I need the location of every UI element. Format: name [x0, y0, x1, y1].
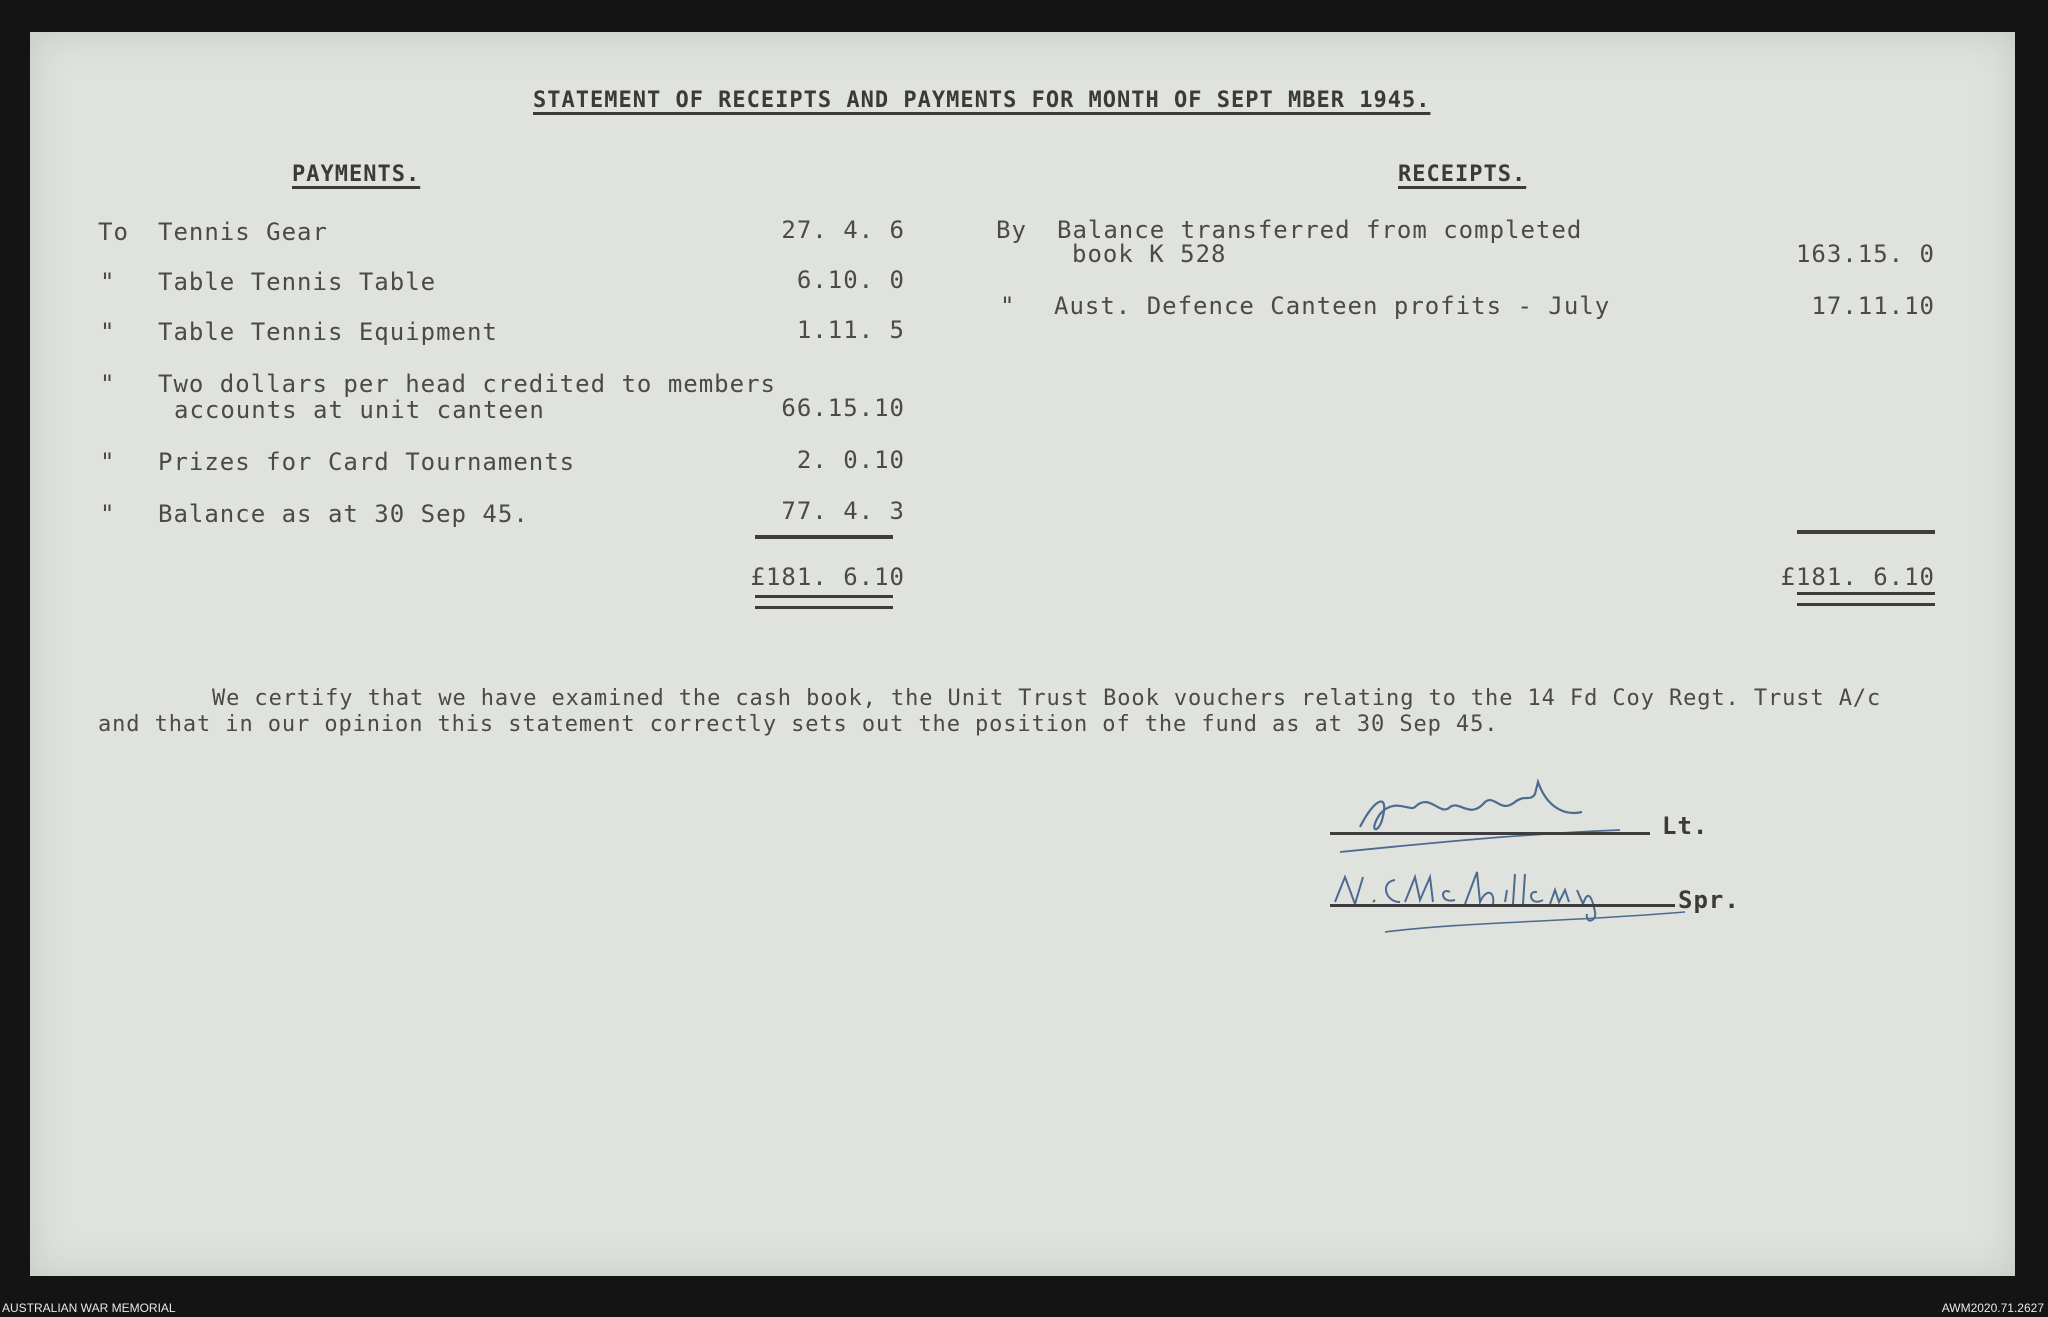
- receipt-description: Balance transferred from completed: [1057, 216, 1583, 244]
- payment-prefix: ": [100, 370, 116, 398]
- receipt-amount: 163.15. 0: [1795, 240, 1935, 268]
- signature-line-lt: [1330, 832, 1650, 835]
- payment-prefix: ": [100, 318, 116, 346]
- payments-total-double-rule-top: [755, 595, 893, 598]
- payment-description: Two dollars per head credited to members: [158, 370, 776, 398]
- signature-spr: [1315, 862, 1695, 962]
- payment-amount: 27. 4. 6: [781, 216, 905, 244]
- receipts-total-double-rule-top: [1797, 592, 1935, 595]
- certification-line-1: We certify that we have examined the cash book, the Unit Trust Book vouchers relating to the 14 Fd Coy Regt. Trust A/c: [212, 686, 1882, 711]
- signature-line-spr: [1330, 904, 1675, 907]
- signature-rank-lt: Lt.: [1662, 812, 1709, 840]
- receipt-amount: 17.11.10: [1811, 292, 1935, 320]
- receipts-total: £181. 6.10: [1780, 563, 1935, 591]
- payment-amount: 77. 4. 3: [781, 497, 905, 525]
- payments-total-double-rule-bottom: [755, 606, 893, 609]
- payment-prefix: To: [98, 218, 129, 246]
- payments-heading: PAYMENTS.: [292, 162, 421, 187]
- document-page: [30, 32, 2015, 1276]
- receipt-description: Aust. Defence Canteen profits - July: [1054, 292, 1611, 320]
- certification-line-2: and that in our opinion this statement correctly sets out the position of the fund as at 30 Sep 45.: [98, 712, 1499, 737]
- receipts-subtotal-rule: [1797, 530, 1935, 534]
- receipt-prefix: By: [996, 216, 1027, 244]
- signature-rank-spr: Spr.: [1678, 886, 1740, 914]
- payment-description: Tennis Gear: [158, 218, 328, 246]
- payment-amount: 2. 0.10: [796, 446, 905, 474]
- payment-amount: 6.10. 0: [796, 266, 905, 294]
- footer-right: AWM2020.71.2627: [1941, 1301, 2044, 1315]
- receipts-total-double-rule-bottom: [1797, 603, 1935, 606]
- payment-description: Prizes for Card Tournaments: [158, 448, 576, 476]
- payments-subtotal-rule: [755, 535, 893, 539]
- payments-total: £181. 6.10: [750, 563, 905, 591]
- document-title: STATEMENT OF RECEIPTS AND PAYMENTS FOR MONTH OF SEPT MBER 1945.: [533, 88, 1431, 113]
- payment-amount: 1.11. 5: [796, 316, 905, 344]
- receipt-description-continued: book K 528: [1072, 240, 1227, 268]
- payment-description: Balance as at 30 Sep 45.: [158, 500, 529, 528]
- payment-prefix: ": [100, 448, 116, 476]
- receipts-heading: RECEIPTS.: [1398, 162, 1527, 187]
- payment-prefix: ": [100, 500, 116, 528]
- payment-prefix: ": [100, 268, 116, 296]
- payment-amount: 66.15.10: [781, 394, 905, 422]
- payment-description: Table Tennis Equipment: [158, 318, 498, 346]
- footer-left: AUSTRALIAN WAR MEMORIAL: [2, 1301, 176, 1315]
- receipt-prefix: ": [1000, 292, 1016, 320]
- payment-description: Table Tennis Table: [158, 268, 437, 296]
- signature-lt: [1320, 772, 1660, 862]
- payment-description-continued: accounts at unit canteen: [174, 396, 545, 424]
